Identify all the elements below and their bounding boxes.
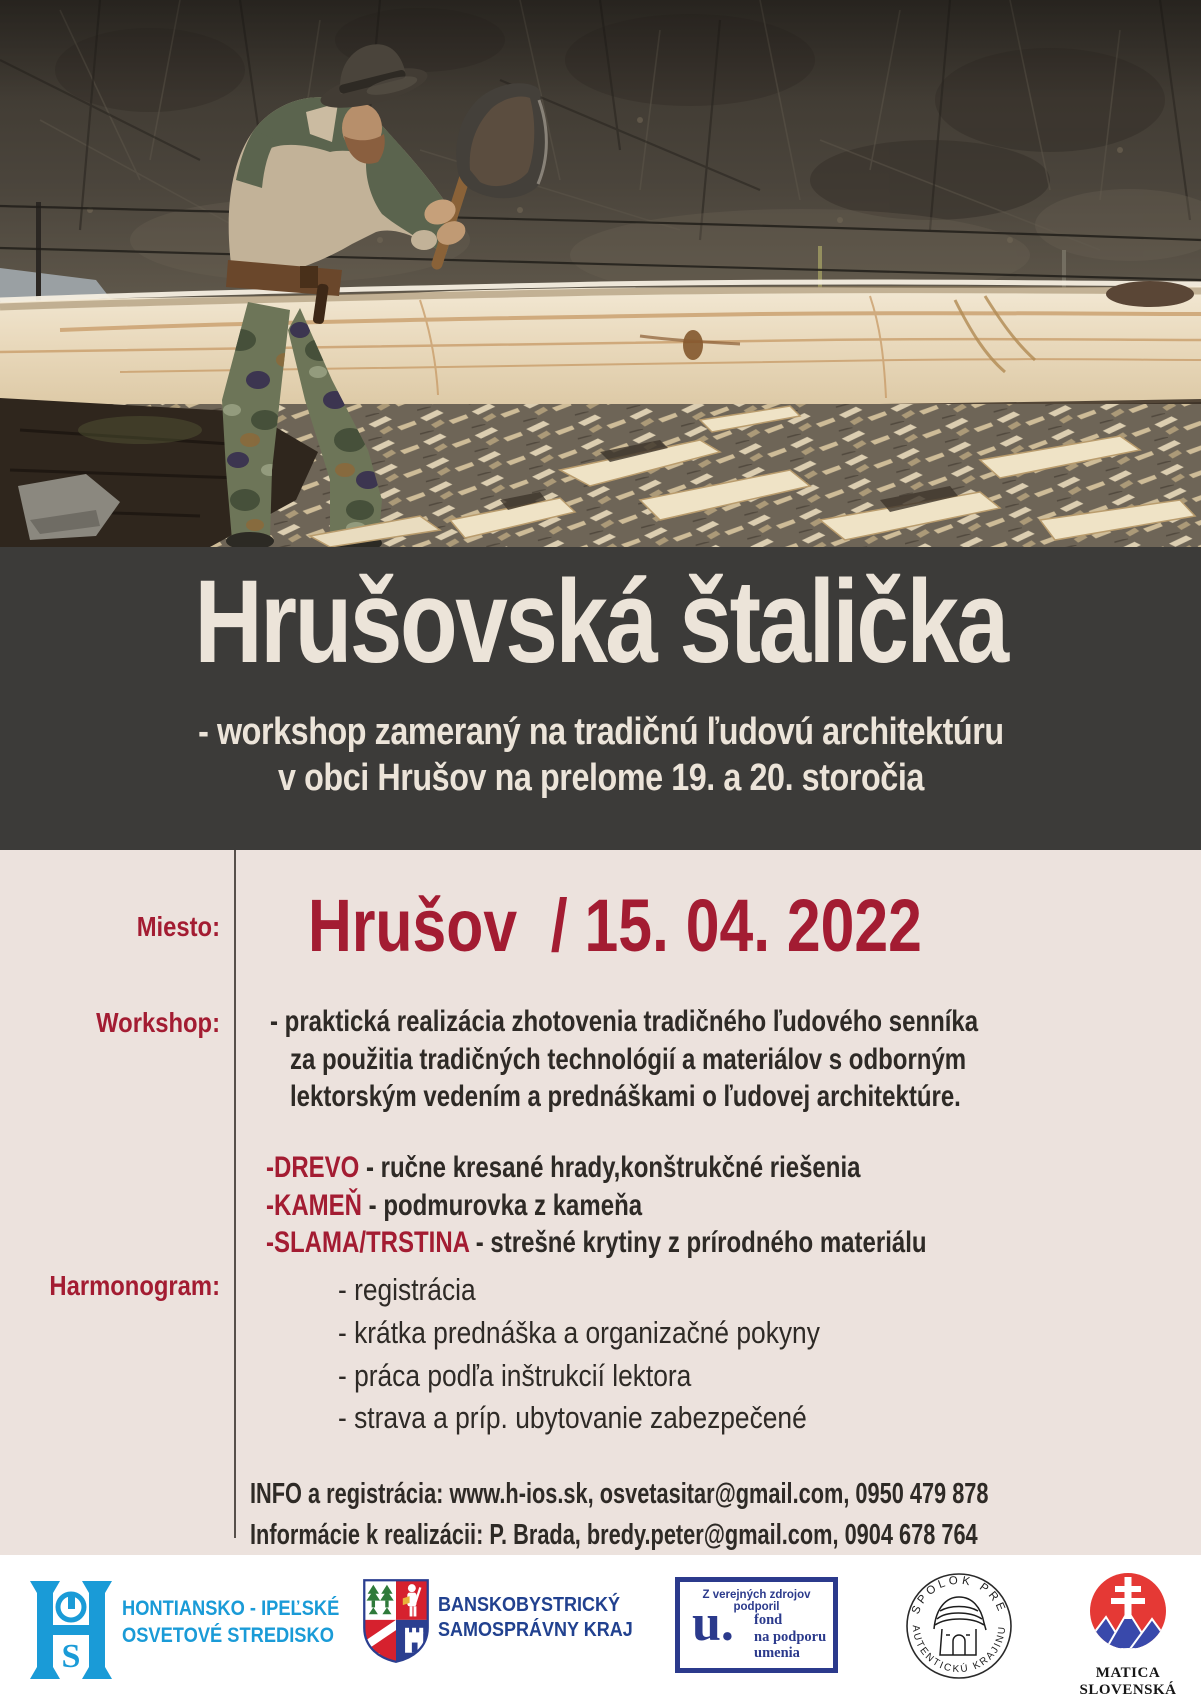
bbsk-name: BANSKOBYSTRICKÝ SAMOSPRÁVNY KRAJ	[438, 1594, 633, 1641]
label-miesto: Miesto:	[136, 911, 220, 942]
hewn-log	[0, 281, 1201, 413]
poster-subtitle-line1: - workshop zameraný na tradičnú ľudovú architektúru	[197, 711, 1004, 753]
info-realization-line: Informácie k realizácii: P. Brada, bredy.peter@gmail.com, 0904 678 764	[250, 1519, 978, 1551]
schedule-item: - krátka prednáška a organizačné pokyny	[338, 1314, 820, 1350]
vertical-divider	[234, 850, 236, 1538]
spolok-pre-autenticku-krajinu-icon	[900, 1567, 1018, 1685]
matica-name: MATICA SLOVENSKÁ	[1079, 1665, 1177, 1698]
hero-photo	[0, 0, 1201, 547]
details-section	[0, 850, 1201, 1555]
fpu-name: fond na podporu umenia	[754, 1612, 827, 1661]
info-registration-line: INFO a registrácia: www.h-ios.sk, osvetasitar@gmail.com, 0950 479 878	[250, 1478, 989, 1510]
spolok-logo	[900, 1567, 1018, 1690]
thatched-hut-drawing	[934, 1597, 986, 1655]
hos-logo	[28, 1581, 114, 1684]
workshop-description: - praktická realizácia zhotovenia tradičného ľudového senníka za použitia tradičných technológií a materiálov s odborným lektorským vedením a prednáškami o ľudovej architektúre.	[270, 1005, 979, 1113]
harmonogram-list	[338, 1269, 905, 1440]
materials-list	[266, 1149, 1092, 1262]
hos-name: HONTIANSKO - IPEĽSKÉ OSVETOVÉ STREDISKO	[122, 1596, 340, 1647]
matica-slovenska-icon	[1068, 1569, 1188, 1661]
label-harmonogram: Harmonogram:	[49, 1270, 220, 1301]
schedule-item: - registrácia	[338, 1272, 476, 1307]
material-slama: -SLAMA/TRSTINA - strešné krytiny z prírodného materiálu	[266, 1226, 927, 1259]
fpu-logo	[675, 1577, 838, 1673]
event-place-date: Hrušov / 15. 04. 2022	[308, 884, 922, 967]
matica-logo	[1068, 1569, 1188, 1698]
hero-photo-scene	[0, 0, 1201, 547]
fpu-u-mark: u.	[692, 1595, 734, 1652]
bbsk-logo	[362, 1577, 430, 1670]
contact-info	[250, 1474, 1201, 1556]
svg-text:SPOLOK PRE: SPOLOK PRE	[909, 1574, 1009, 1616]
svg-text:S: S	[61, 1638, 81, 1675]
schedule-item: - strava a príp. ubytovanie zabezpečené	[338, 1400, 807, 1436]
label-workshop: Workshop:	[96, 1007, 220, 1038]
poster-subtitle-line2: v obci Hrušov na prelome 19. a 20. storočia	[277, 757, 924, 799]
material-drevo: -DREVO - ručne kresané hrady,konštrukčné riešenia	[266, 1151, 861, 1184]
schedule-item: - práca podľa inštrukcií lektora	[338, 1357, 692, 1393]
svg-text:AUTENTICKÚ KRAJINU: AUTENTICKÚ KRAJINU	[909, 1624, 1009, 1676]
fpu-top-text: Z verejných zdrojov podporil	[702, 1589, 811, 1613]
material-kamen: -KAMEŇ - podmurovka z kameňa	[266, 1188, 643, 1222]
footer-logos	[0, 1555, 1201, 1698]
bbsk-coat-of-arms-icon	[362, 1577, 430, 1665]
title-band	[0, 547, 1201, 850]
poster-title: Hrušovská štalička	[194, 556, 1007, 688]
hos-monogram-icon	[28, 1581, 114, 1679]
